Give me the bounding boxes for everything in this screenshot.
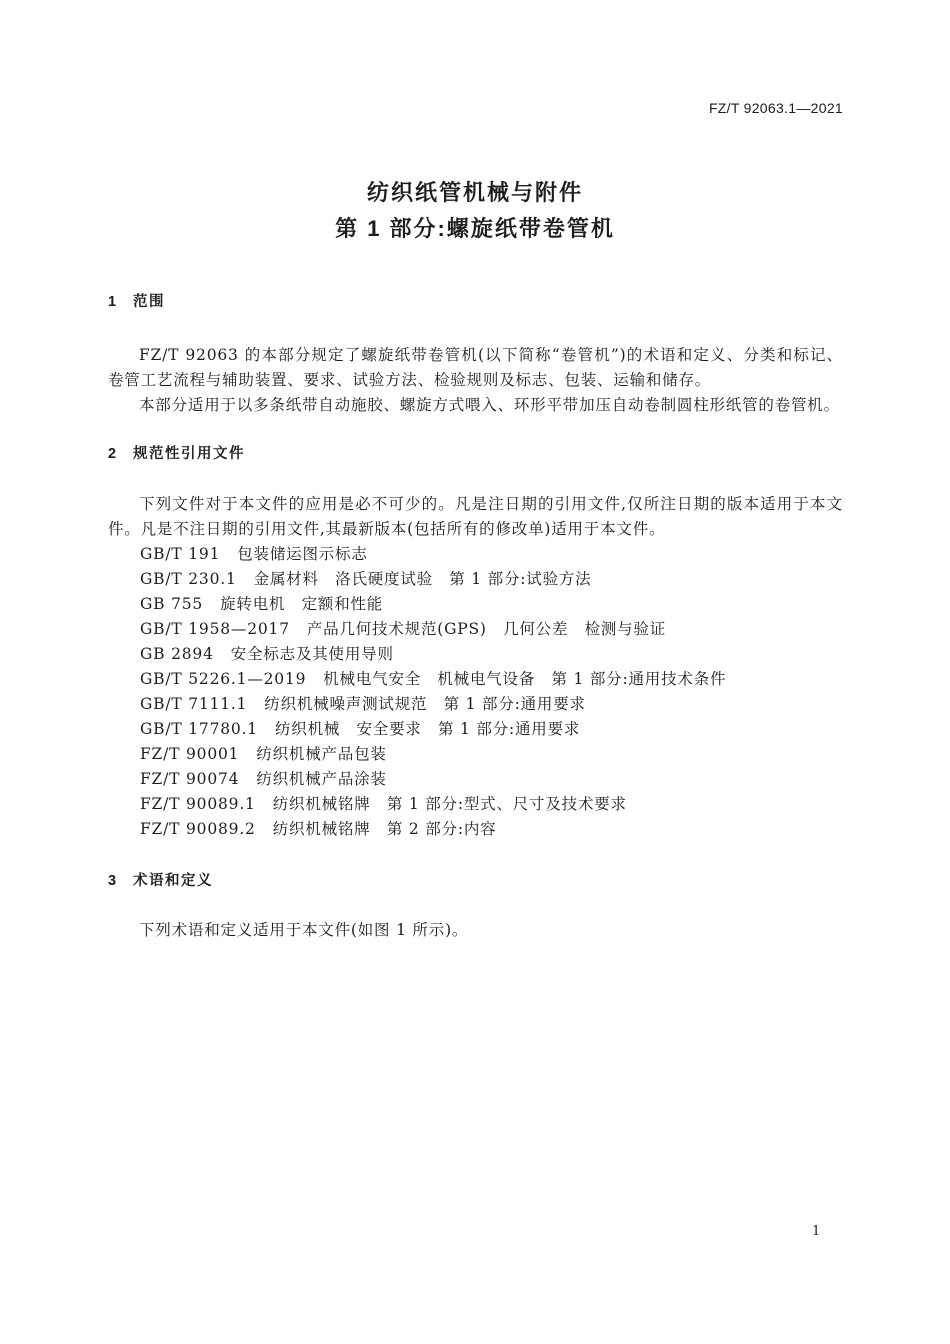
section-2-heading bbox=[108, 442, 843, 467]
paragraph: 下列术语和定义适用于本文件(如图 1 所示)。 bbox=[139, 921, 469, 939]
reference-code: FZ/T 90001 bbox=[140, 745, 240, 763]
reference-title: 旋转电机 定额和性能 bbox=[220, 595, 384, 613]
title-line-2: 第 1 部分:螺旋纸带卷管机 bbox=[335, 216, 615, 241]
reference-item bbox=[108, 767, 843, 792]
paragraph: 下列文件对于本文件的应用是必不可少的。凡是注日期的引用文件,仅所注日期的版本适用于本文件。凡是不注日期的引用文件,其最新版本(包括所有的修改单)适用于本文件。 bbox=[108, 495, 843, 538]
title-line-1: 纺织纸管机械与附件 bbox=[366, 180, 583, 205]
reference-item bbox=[108, 667, 843, 692]
section-title: 术语和定义 bbox=[133, 873, 213, 889]
reference-code: GB/T 191 bbox=[140, 545, 221, 563]
reference-item bbox=[108, 742, 843, 767]
reference-code: GB 755 bbox=[140, 595, 204, 613]
reference-code: GB 2894 bbox=[140, 645, 214, 663]
reference-code: GB/T 5226.1—2019 bbox=[140, 670, 307, 688]
document-title bbox=[0, 175, 950, 247]
reference-code: GB/T 7111.1 bbox=[140, 695, 248, 713]
section-3-heading bbox=[108, 869, 843, 894]
reference-item bbox=[108, 717, 843, 742]
paragraph: 本部分适用于以多条纸带自动施胶、螺旋方式喂入、环形平带加压自动卷制圆柱形纸管的卷管机。 bbox=[139, 396, 840, 414]
reference-code: FZ/T 90074 bbox=[140, 770, 240, 788]
section-3-body bbox=[108, 918, 843, 943]
reference-item bbox=[108, 817, 843, 842]
section-1-body bbox=[108, 343, 843, 418]
reference-item bbox=[108, 542, 843, 567]
standard-number: FZ/T 92063.1—2021 bbox=[708, 100, 843, 116]
reference-title: 产品几何技术规范(GPS) 几何公差 检测与验证 bbox=[306, 620, 667, 638]
reference-item bbox=[108, 567, 843, 592]
section-2-body bbox=[108, 492, 843, 842]
reference-title: 纺织机械铭牌 第 2 部分:内容 bbox=[272, 820, 497, 838]
reference-item bbox=[108, 642, 843, 667]
reference-title: 纺织机械产品包装 bbox=[256, 745, 387, 763]
reference-item bbox=[108, 617, 843, 642]
reference-title: 纺织机械铭牌 第 1 部分:型式、尺寸及技术要求 bbox=[272, 795, 627, 813]
section-1-heading bbox=[108, 290, 843, 315]
section-number: 2 bbox=[108, 446, 117, 462]
reference-code: GB/T 17780.1 bbox=[140, 720, 258, 738]
reference-title: 纺织机械 安全要求 第 1 部分:通用要求 bbox=[274, 720, 581, 738]
reference-title: 机械电气安全 机械电气设备 第 1 部分:通用技术条件 bbox=[323, 670, 727, 688]
paragraph: FZ/T 92063 的本部分规定了螺旋纸带卷管机(以下简称“卷管机”)的术语和定义、分类和标记、卷管工艺流程与辅助装置、要求、试验方法、检验规则及标志、包装、运输和储存。 bbox=[108, 346, 843, 389]
section-number: 3 bbox=[108, 873, 117, 889]
reference-title: 纺织机械产品涂装 bbox=[256, 770, 387, 788]
reference-item bbox=[108, 592, 843, 617]
reference-title: 金属材料 洛氏硬度试验 第 1 部分:试验方法 bbox=[253, 570, 592, 588]
reference-code: GB/T 1958—2017 bbox=[140, 620, 290, 638]
reference-title: 包装储运图示标志 bbox=[237, 545, 368, 563]
section-title: 规范性引用文件 bbox=[133, 446, 245, 462]
reference-item bbox=[108, 692, 843, 717]
section-title: 范围 bbox=[133, 294, 165, 310]
reference-code: FZ/T 90089.1 bbox=[140, 795, 256, 813]
reference-code: GB/T 230.1 bbox=[140, 570, 237, 588]
reference-title: 纺织机械噪声测试规范 第 1 部分:通用要求 bbox=[264, 695, 586, 713]
reference-title: 安全标志及其使用导则 bbox=[230, 645, 394, 663]
reference-list bbox=[108, 542, 843, 842]
section-number: 1 bbox=[108, 294, 117, 310]
reference-item bbox=[108, 792, 843, 817]
page-number: 1 bbox=[812, 1224, 821, 1239]
reference-code: FZ/T 90089.2 bbox=[140, 820, 256, 838]
